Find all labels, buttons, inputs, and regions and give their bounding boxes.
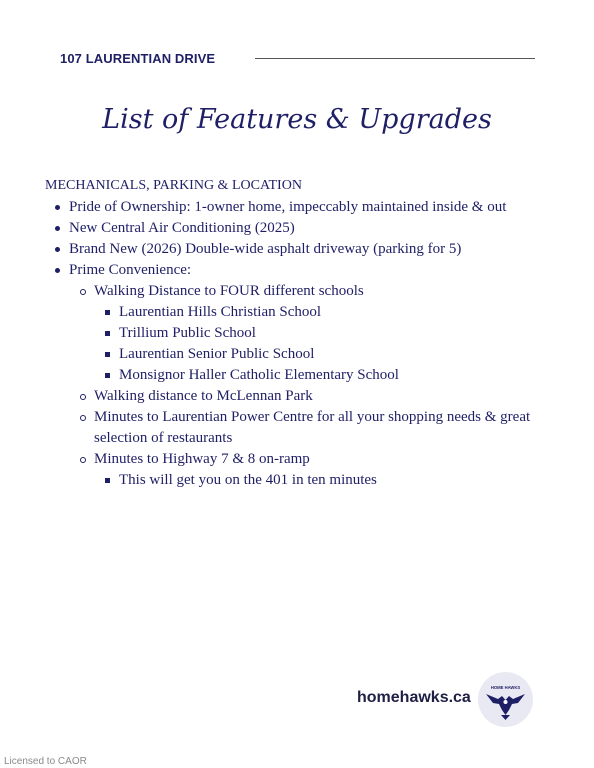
disc-bullet-icon xyxy=(53,218,65,239)
header-divider xyxy=(255,58,535,59)
circle-bullet-icon xyxy=(78,386,90,407)
feature-item xyxy=(45,407,565,449)
feature-item xyxy=(45,344,565,365)
website-link[interactable]: homehawks.ca xyxy=(357,689,471,706)
hawk-wings-shape xyxy=(486,694,525,715)
feature-item-text: Walking distance to McLennan Park xyxy=(94,388,313,404)
feature-item-text: Laurentian Hills Christian School xyxy=(119,304,322,320)
square-bullet-icon xyxy=(103,302,115,323)
feature-item xyxy=(45,239,565,260)
feature-item xyxy=(45,449,565,470)
property-address: 107 LAURENTIAN DRIVE xyxy=(60,51,216,66)
feature-item xyxy=(45,365,565,386)
feature-item xyxy=(45,470,565,491)
hawk-tail-shape xyxy=(501,715,510,720)
circle-bullet-icon xyxy=(78,407,90,428)
logo-text: HOME HAWKS xyxy=(490,685,521,690)
square-bullet-icon xyxy=(103,470,115,491)
license-text: Licensed to CAOR xyxy=(4,756,87,767)
feature-item xyxy=(45,323,565,344)
feature-item xyxy=(45,281,565,302)
disc-bullet-icon xyxy=(53,239,65,260)
feature-item-text: Monsignor Haller Catholic Elementary School xyxy=(119,367,399,383)
feature-item-text: Laurentian Senior Public School xyxy=(119,346,315,362)
page-title: List of Features & Upgrades xyxy=(102,104,492,135)
feature-item-text: Minutes to Highway 7 & 8 on-ramp xyxy=(94,451,310,467)
feature-item-text: Minutes to Laurentian Power Centre for all your shopping needs & great selection of restaurants xyxy=(94,409,531,446)
circle-bullet-icon xyxy=(78,281,90,302)
hawk-logo-icon xyxy=(478,672,533,727)
feature-item-text: Pride of Ownership: 1-owner home, impeccably maintained inside & out xyxy=(69,199,507,215)
feature-item xyxy=(45,260,565,281)
circle-bullet-icon xyxy=(78,449,90,470)
feature-item-text: New Central Air Conditioning (2025) xyxy=(69,220,295,236)
feature-item xyxy=(45,302,565,323)
disc-bullet-icon xyxy=(53,260,65,281)
disc-bullet-icon xyxy=(53,197,65,218)
square-bullet-icon xyxy=(103,323,115,344)
homehawks-logo xyxy=(478,672,533,727)
feature-item xyxy=(45,218,565,239)
feature-item xyxy=(45,197,565,218)
section-heading: MECHANICALS, PARKING & LOCATION xyxy=(45,178,302,193)
square-bullet-icon xyxy=(103,365,115,386)
feature-item-text: Brand New (2026) Double-wide asphalt driveway (parking for 5) xyxy=(69,241,462,257)
hawk-head-shape xyxy=(504,700,508,704)
feature-item-text: Walking Distance to FOUR different schools xyxy=(94,283,364,299)
feature-item-text: Trillium Public School xyxy=(119,325,256,341)
feature-item xyxy=(45,386,565,407)
feature-item-text: Prime Convenience: xyxy=(69,262,192,278)
feature-list xyxy=(45,197,565,491)
square-bullet-icon xyxy=(103,344,115,365)
feature-item-text: This will get you on the 401 in ten minutes xyxy=(119,472,377,488)
